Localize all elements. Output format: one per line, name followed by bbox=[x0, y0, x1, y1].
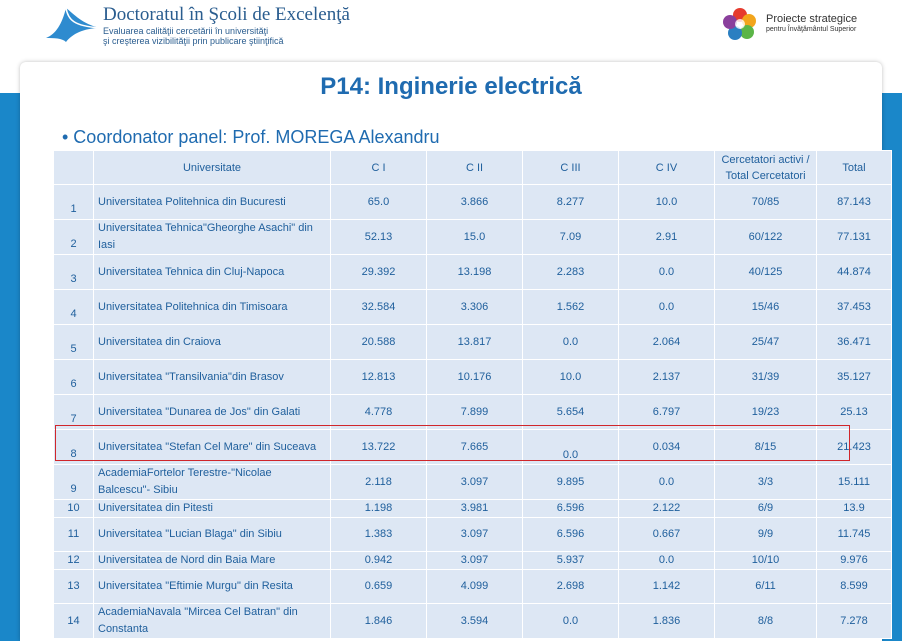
table-row bbox=[54, 604, 892, 639]
total-value: 9.976 bbox=[817, 552, 892, 570]
university-name: Universitatea "Transilvania"din Brasov bbox=[94, 360, 331, 395]
c4-value: 0.0 bbox=[619, 290, 715, 325]
table-row bbox=[54, 465, 892, 500]
university-name: Universitatea Politehnica din Timisoara bbox=[94, 290, 331, 325]
row-index: 8 bbox=[54, 430, 94, 465]
c2-value: 3.981 bbox=[427, 500, 523, 518]
c3-value: 9.895 bbox=[523, 465, 619, 500]
researchers-value: 6/11 bbox=[715, 570, 817, 604]
c1-value: 1.383 bbox=[331, 518, 427, 552]
c1-value: 65.0 bbox=[331, 185, 427, 220]
c4-value: 1.142 bbox=[619, 570, 715, 604]
c3-value: 0.0 bbox=[523, 430, 619, 465]
researchers-value: 8/15 bbox=[715, 430, 817, 465]
total-value: 36.471 bbox=[817, 325, 892, 360]
c3-value: 2.698 bbox=[523, 570, 619, 604]
total-value: 21.423 bbox=[817, 430, 892, 465]
header-c4: C IV bbox=[619, 151, 715, 185]
researchers-value: 60/122 bbox=[715, 220, 817, 255]
researchers-value: 70/85 bbox=[715, 185, 817, 220]
brand-title: Doctoratul în Şcoli de Excelenţă bbox=[103, 4, 350, 25]
c1-value: 13.722 bbox=[331, 430, 427, 465]
c4-value: 10.0 bbox=[619, 185, 715, 220]
c4-value: 2.064 bbox=[619, 325, 715, 360]
researchers-value: 6/9 bbox=[715, 500, 817, 518]
header-universitate: Universitate bbox=[94, 151, 331, 185]
c2-value: 7.665 bbox=[427, 430, 523, 465]
c4-value: 0.034 bbox=[619, 430, 715, 465]
total-value: 35.127 bbox=[817, 360, 892, 395]
researchers-value: 31/39 bbox=[715, 360, 817, 395]
c4-value: 0.0 bbox=[619, 465, 715, 500]
table-row bbox=[54, 255, 892, 290]
table-row bbox=[54, 518, 892, 552]
university-name: Universitatea din Craiova bbox=[94, 325, 331, 360]
c2-value: 3.594 bbox=[427, 604, 523, 639]
c2-value: 7.899 bbox=[427, 395, 523, 430]
total-value: 8.599 bbox=[817, 570, 892, 604]
c3-value: 8.277 bbox=[523, 185, 619, 220]
c4-value: 0.0 bbox=[619, 552, 715, 570]
total-value: 11.745 bbox=[817, 518, 892, 552]
row-index: 3 bbox=[54, 255, 94, 290]
c1-value: 29.392 bbox=[331, 255, 427, 290]
c2-value: 3.097 bbox=[427, 518, 523, 552]
c1-value: 32.584 bbox=[331, 290, 427, 325]
c4-value: 2.122 bbox=[619, 500, 715, 518]
flower-logo-icon bbox=[722, 6, 758, 42]
university-name: Universitatea "Dunarea de Jos" din Galati bbox=[94, 395, 331, 430]
university-name: Universitatea "Eftimie Murgu" din Resita bbox=[94, 570, 331, 604]
row-index: 11 bbox=[54, 518, 94, 552]
c3-value: 0.0 bbox=[523, 325, 619, 360]
total-value: 15.111 bbox=[817, 465, 892, 500]
c2-value: 15.0 bbox=[427, 220, 523, 255]
total-value: 87.143 bbox=[817, 185, 892, 220]
table-row bbox=[54, 360, 892, 395]
c2-value: 13.198 bbox=[427, 255, 523, 290]
researchers-value: 9/9 bbox=[715, 518, 817, 552]
university-name: AcademiaNavala "Mircea Cel Batran" din Constanta bbox=[94, 604, 331, 639]
university-name: Universitatea de Nord din Baia Mare bbox=[94, 552, 331, 570]
header-c1: C I bbox=[331, 151, 427, 185]
row-index: 14 bbox=[54, 604, 94, 639]
row-index: 5 bbox=[54, 325, 94, 360]
row-index: 9 bbox=[54, 465, 94, 500]
c3-value: 2.283 bbox=[523, 255, 619, 290]
researchers-value: 10/10 bbox=[715, 552, 817, 570]
total-value: 25.13 bbox=[817, 395, 892, 430]
table-row bbox=[54, 220, 892, 255]
table-row bbox=[54, 552, 892, 570]
c1-value: 4.778 bbox=[331, 395, 427, 430]
header-row bbox=[54, 151, 892, 185]
row-index: 12 bbox=[54, 552, 94, 570]
c4-value: 2.91 bbox=[619, 220, 715, 255]
c3-value: 1.562 bbox=[523, 290, 619, 325]
project-title: Proiecte strategice bbox=[766, 13, 858, 25]
table-row-highlighted bbox=[54, 430, 892, 465]
table-row bbox=[54, 395, 892, 430]
university-name: AcademiaFortelor Terestre-"Nicolae Balcescu"- Sibiu bbox=[94, 465, 331, 500]
table-row bbox=[54, 325, 892, 360]
header-index bbox=[54, 151, 94, 185]
brand-subtitle bbox=[103, 26, 284, 46]
row-index: 4 bbox=[54, 290, 94, 325]
c4-value: 1.836 bbox=[619, 604, 715, 639]
researchers-value: 19/23 bbox=[715, 395, 817, 430]
results-table bbox=[53, 150, 892, 639]
c1-value: 20.588 bbox=[331, 325, 427, 360]
c2-value: 4.099 bbox=[427, 570, 523, 604]
c3-value: 5.937 bbox=[523, 552, 619, 570]
c3-value: 5.654 bbox=[523, 395, 619, 430]
c1-value: 0.659 bbox=[331, 570, 427, 604]
total-value: 37.453 bbox=[817, 290, 892, 325]
researchers-value: 40/125 bbox=[715, 255, 817, 290]
c4-value: 6.797 bbox=[619, 395, 715, 430]
c2-value: 10.176 bbox=[427, 360, 523, 395]
row-index: 7 bbox=[54, 395, 94, 430]
slide-title: P14: Inginerie electrică bbox=[320, 73, 582, 100]
c1-value: 0.942 bbox=[331, 552, 427, 570]
c1-value: 52.13 bbox=[331, 220, 427, 255]
brand-subtitle-line-2: şi creşterea vizibilităţii prin publicare ştiinţifică bbox=[103, 36, 284, 46]
c4-value: 0.0 bbox=[619, 255, 715, 290]
header-cercetatori: Cercetatori activi / Total Cercetatori bbox=[715, 151, 817, 185]
table-row bbox=[54, 290, 892, 325]
c1-value: 12.813 bbox=[331, 360, 427, 395]
total-value: 44.874 bbox=[817, 255, 892, 290]
researchers-value: 3/3 bbox=[715, 465, 817, 500]
researchers-value: 8/8 bbox=[715, 604, 817, 639]
c2-value: 3.306 bbox=[427, 290, 523, 325]
c1-value: 1.846 bbox=[331, 604, 427, 639]
coordinator-line: • Coordonator panel: Prof. MOREGA Alexandru bbox=[62, 127, 440, 147]
c1-value: 2.118 bbox=[331, 465, 427, 500]
row-index: 6 bbox=[54, 360, 94, 395]
researchers-value: 25/47 bbox=[715, 325, 817, 360]
c4-value: 0.667 bbox=[619, 518, 715, 552]
total-value: 7.278 bbox=[817, 604, 892, 639]
header-bar bbox=[0, 0, 902, 52]
university-name: Universitatea Tehnica"Gheorghe Asachi" din Iasi bbox=[94, 220, 331, 255]
brand-subtitle-line-1: Evaluarea calităţii cercetării în universităţi bbox=[103, 26, 269, 36]
c3-value: 6.596 bbox=[523, 518, 619, 552]
researchers-value: 15/46 bbox=[715, 290, 817, 325]
c4-value: 2.137 bbox=[619, 360, 715, 395]
c3-value: 0.0 bbox=[523, 604, 619, 639]
c3-value: 7.09 bbox=[523, 220, 619, 255]
c3-value: 6.596 bbox=[523, 500, 619, 518]
total-value: 13.9 bbox=[817, 500, 892, 518]
header-c3: C III bbox=[523, 151, 619, 185]
row-index: 13 bbox=[54, 570, 94, 604]
header-c2: C II bbox=[427, 151, 523, 185]
c1-value: 1.198 bbox=[331, 500, 427, 518]
total-value: 77.131 bbox=[817, 220, 892, 255]
table-row bbox=[54, 570, 892, 604]
row-index: 1 bbox=[54, 185, 94, 220]
c2-value: 13.817 bbox=[427, 325, 523, 360]
university-name: Universitatea Tehnica din Cluj-Napoca bbox=[94, 255, 331, 290]
header-total: Total bbox=[817, 151, 892, 185]
university-name: Universitatea Politehnica din Bucuresti bbox=[94, 185, 331, 220]
university-name: Universitatea din Pitesti bbox=[94, 500, 331, 518]
row-index: 10 bbox=[54, 500, 94, 518]
table-row bbox=[54, 500, 892, 518]
project-subtitle: pentru Învăţământul Superior bbox=[766, 26, 857, 33]
university-name: Universitatea "Lucian Blaga" din Sibiu bbox=[94, 518, 331, 552]
row-index: 2 bbox=[54, 220, 94, 255]
c2-value: 3.097 bbox=[427, 465, 523, 500]
table-row bbox=[54, 185, 892, 220]
c2-value: 3.097 bbox=[427, 552, 523, 570]
c3-value: 10.0 bbox=[523, 360, 619, 395]
c2-value: 3.866 bbox=[427, 185, 523, 220]
wave-logo-icon bbox=[44, 4, 102, 44]
university-name: Universitatea "Stefan Cel Mare" din Suceava bbox=[94, 430, 331, 465]
